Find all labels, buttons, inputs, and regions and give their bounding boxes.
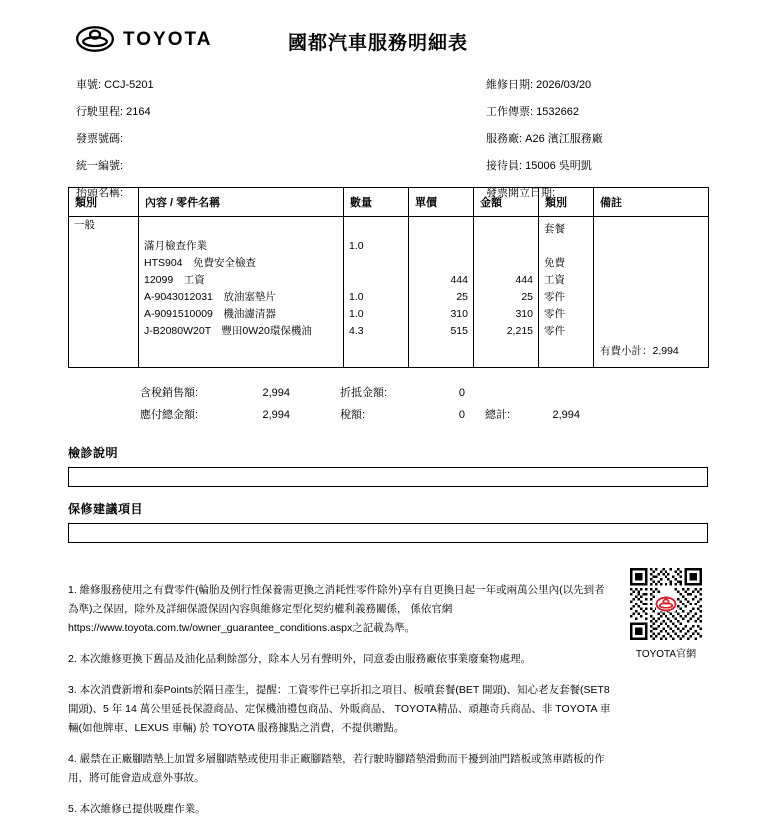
- item-kind: 零件: [544, 308, 565, 320]
- item-kind: 免費: [544, 257, 565, 269]
- label-tax: 稅額:: [340, 409, 366, 421]
- toyota-logo-icon: [76, 26, 114, 52]
- meta-row-work-order: [486, 99, 603, 126]
- item-unit-price: 25: [456, 291, 468, 303]
- meta-value: 2164: [126, 106, 151, 118]
- item-quantity: [344, 272, 408, 289]
- item-description: A-9043012031 放油塞墊片: [144, 291, 276, 303]
- label-payable-total: 應付總金額:: [140, 409, 199, 421]
- totals-block: [0, 382, 780, 426]
- item-description: J-B2080W20T 豐田0W20環保機油: [144, 325, 312, 337]
- inspection-text-box[interactable]: [68, 467, 708, 487]
- warranty-section: [68, 500, 708, 543]
- item-quantity: 1.0: [349, 308, 364, 320]
- category-label: 一般: [74, 219, 95, 231]
- meta-value: 15006 吳明凱: [525, 160, 592, 172]
- th-quantity: 數量: [344, 188, 409, 217]
- item-amount: [474, 255, 538, 272]
- meta-row-mileage: [76, 99, 154, 126]
- item-kind-spacer: [539, 238, 593, 255]
- item-quantity: 4.3: [349, 325, 364, 337]
- meta-row-invoice-number: [76, 126, 154, 153]
- item-quantity: 1.0: [349, 291, 364, 303]
- meta-row-receptionist: [486, 153, 603, 180]
- table-header-row: [69, 188, 709, 217]
- page-title: 國都汽車服務明細表: [288, 33, 469, 54]
- item-description: 滿月檢查作業: [144, 240, 207, 252]
- value-payable-total: 2,994: [262, 409, 290, 421]
- item-unit-price: [409, 238, 473, 255]
- item-unit-price: 310: [450, 308, 468, 320]
- warranty-title: 保修建議項目: [68, 502, 144, 516]
- meta-label: 行駛里程:: [76, 106, 124, 118]
- brand-wordmark: TOYOTA: [123, 28, 213, 50]
- item-amount: [474, 238, 538, 255]
- meta-value: 2026/03/20: [536, 79, 592, 91]
- meta-row-tax-id: [76, 153, 154, 180]
- meta-label: 工作傳票:: [486, 106, 534, 118]
- value-tax: 0: [458, 409, 465, 421]
- toyota-brand: [76, 26, 212, 52]
- inspection-title: 檢診說明: [68, 446, 119, 460]
- label-discount: 折抵金額:: [340, 387, 388, 399]
- th-unit-price: 單價: [409, 188, 474, 217]
- meta-label: 車號:: [76, 79, 102, 91]
- cell-kind-list: [539, 217, 594, 368]
- cell-note: [594, 217, 709, 368]
- value-grand-total: 2,994: [552, 409, 580, 421]
- warranty-text-box[interactable]: [68, 523, 708, 543]
- item-amount: 310: [515, 308, 533, 320]
- item-quantity: [344, 255, 408, 272]
- item-amount: 2,215: [506, 325, 533, 337]
- item-kind: 套餐: [544, 223, 565, 235]
- qr-caption: TOYOTA官網: [635, 649, 697, 660]
- table-row: [69, 217, 709, 368]
- meta-label: 服務廠:: [486, 133, 523, 145]
- meta-row-service-center: [486, 126, 603, 153]
- document-header: [0, 26, 780, 66]
- item-description: 12099 工資: [144, 274, 205, 286]
- meta-value: A26 濱江服務廠: [525, 133, 603, 145]
- item-quantity: 1.0: [349, 240, 364, 252]
- meta-label: 接待員:: [486, 160, 523, 172]
- term-item: 5. 本次維修已提供吸塵作業。: [68, 802, 206, 815]
- value-taxed-sales: 2,994: [262, 387, 290, 399]
- meta-label: 發票開立日期:: [486, 187, 556, 199]
- service-items-table: [68, 187, 709, 368]
- item-kind: 工資: [544, 274, 565, 286]
- item-amount: 25: [521, 291, 533, 303]
- meta-value: CCJ-5201: [104, 79, 154, 91]
- item-kind: 零件: [544, 291, 565, 303]
- cell-description-list: [139, 217, 344, 368]
- term-item: 4. 嚴禁在正廠腳踏墊上加置多層腳踏墊或使用非正廠腳踏墊，若行駛時腳踏墊滑動而干擾到油門踏板或煞車踏板的作用，將可能會造成意外事故。: [68, 752, 605, 784]
- term-item: 1. 維修服務使用之有費零件(輪胎及例行性保養需更換之消耗性零件除外)享有自更換日起一年或兩萬公里內(以先到者為準)之保固，除外及詳細保證保固內容與維修定型化契約權利義務關係， 係依官網 https://www.toyota.com.tw/owner_guarantee_conditions.aspx之記載為準。: [68, 583, 605, 634]
- item-description: A-9091510009 機油濾清器: [144, 308, 276, 320]
- item-unit-price: [409, 255, 473, 272]
- item-description: HTS904 免費安全檢查: [144, 257, 257, 269]
- label-taxed-sales: 含稅銷售額:: [140, 387, 199, 399]
- meta-row-service-date: [486, 72, 603, 99]
- meta-label: 統一編號:: [76, 160, 124, 172]
- item-kind: 零件: [544, 325, 565, 337]
- meta-row-plate: [76, 72, 154, 99]
- terms-and-conditions: [68, 570, 613, 819]
- cell-amount-list: [474, 217, 539, 368]
- totals-row-1: [0, 382, 780, 404]
- meta-label: 維修日期:: [486, 79, 534, 91]
- meta-label: 抬頭名稱:: [76, 187, 124, 199]
- meta-label: 發票號碼:: [76, 133, 124, 145]
- qr-center-toyota-logo-icon: [656, 597, 676, 612]
- item-amount: 444: [515, 274, 533, 286]
- term-item: 3. 本次消費新增和泰Points於隔日產生，提醒：工資零件已享折扣之項目、板噴套餐(BET 開頭)、知心老友套餐(SET8 開頭)、5 年 14 萬公里延長保證商品、定保機油禮包商品、外販商品、 TOYOTA精品、頑趣奇兵商品、非 TOYOTA 車輛(如他牌車、LEXUS 車輛) 於 TOYOTA 服務據點之消費，不提供贈點。: [68, 683, 611, 734]
- totals-row-2: [0, 404, 780, 426]
- th-category: 類別: [69, 188, 139, 217]
- qr-code-block: [624, 568, 708, 660]
- qr-code-icon[interactable]: [630, 568, 702, 640]
- inspection-section: [68, 444, 708, 487]
- cell-unit-price-list: [409, 217, 474, 368]
- item-unit-price: 444: [450, 274, 468, 286]
- cell-category: [69, 217, 139, 368]
- th-description: 內容 / 零件名稱: [139, 188, 344, 217]
- value-discount: 0: [458, 387, 465, 399]
- meta-value: 1532662: [536, 106, 579, 118]
- term-item: 2. 本次維修更換下舊品及油化品剩餘部分，除本人另有聲明外，同意委由服務廠依事業廢棄物處理。: [68, 652, 532, 665]
- th-note: 備註: [594, 188, 709, 217]
- label-grand-total: 總計:: [485, 409, 511, 421]
- item-unit-price: 515: [450, 325, 468, 337]
- th-kind: 類別: [539, 188, 594, 217]
- th-amount: 金額: [474, 188, 539, 217]
- paid-subtotal: 有費小計：2,994: [600, 345, 679, 357]
- cell-quantity-list: [344, 217, 409, 368]
